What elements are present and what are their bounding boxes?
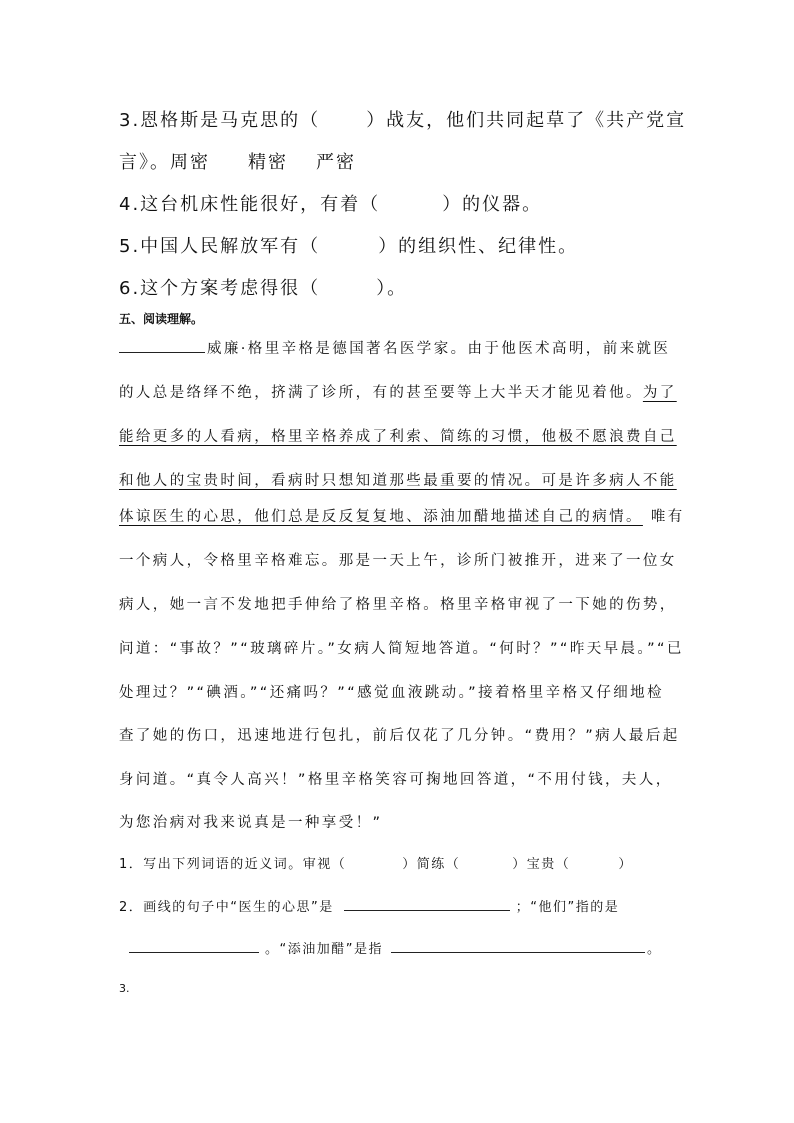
passage-line-12: 为您治病对我来说真是一种享受！” bbox=[119, 815, 383, 831]
question-text: ；“他们”指的是 bbox=[515, 900, 620, 915]
reading-question-3: 3. bbox=[119, 982, 130, 995]
passage-line-9: 处理过？”“碘酒。”“还痛吗？”“感觉血液跳动。”接着格里辛格又仔细地检 bbox=[119, 685, 664, 701]
question-3-line-1 bbox=[119, 106, 686, 132]
answer-blank[interactable] bbox=[129, 951, 259, 953]
question-text: ） bbox=[618, 857, 633, 872]
underlined-sentence: 能给更多的人看病，格里辛格养成了利索、简练的习惯，他极不愿浪费自己 bbox=[119, 429, 677, 445]
question-3-text: 3.恩格斯是马克思的（ bbox=[119, 110, 321, 131]
underlined-sentence: 体谅医生的心思，他们总是反反复复地、添油加醋地描述自己的病情。 bbox=[119, 509, 643, 525]
question-text: ）宝贵（ bbox=[512, 857, 571, 872]
passage-text: 的人总是络绎不绝，挤满了诊所，有的甚至要等上大半天才能见着他。 bbox=[119, 385, 643, 401]
reading-question-2 bbox=[119, 896, 619, 915]
word-choice-text: 言》。周密 bbox=[119, 152, 210, 173]
question-text: 1．写出下列词语的近义词。审视（ bbox=[119, 857, 347, 872]
word-choice-yanmi: 严密 bbox=[316, 152, 356, 173]
passage-text: 威廉·格里辛格是德国著名医学家。由于他医术高明，前来就医 bbox=[207, 341, 671, 357]
title-blank[interactable] bbox=[119, 351, 205, 353]
passage-line-7: 病人，她一言不发地把手伸给了格里辛格。格里辛格审视了一下她的伤势， bbox=[119, 597, 677, 613]
question-6 bbox=[119, 274, 407, 300]
reading-question-1 bbox=[119, 853, 633, 872]
question-text: 。“添油加醋”是指 bbox=[265, 942, 383, 957]
answer-blank[interactable] bbox=[344, 909, 510, 911]
question-4 bbox=[119, 190, 542, 216]
question-6-text: 6.这个方案考虑得很（ bbox=[119, 278, 321, 299]
question-4-text-cont: ）的仪器。 bbox=[442, 194, 543, 215]
passage-line-1 bbox=[119, 337, 670, 358]
question-5 bbox=[119, 232, 578, 258]
word-choice-jingmi: 精密 bbox=[248, 152, 288, 173]
question-3-line-2 bbox=[119, 148, 356, 174]
passage-line-10: 查了她的伤口，迅速地进行包扎，前后仅花了几分钟。“费用？”病人最后起 bbox=[119, 728, 680, 744]
question-3-text-cont: ）战友，他们共同起草了《共产党宣 bbox=[366, 110, 687, 131]
question-5-text-cont: ）的组织性、纪律性。 bbox=[378, 236, 579, 257]
section-heading: 五、阅读理解。 bbox=[119, 312, 204, 326]
question-text: 2．画线的句子中“医生的心思”是 bbox=[119, 900, 334, 915]
question-text: ）简练（ bbox=[402, 857, 461, 872]
passage-line-11: 身问道。“真令人高兴！”格里辛格笑容可掬地回答道，“不用付钱，夫人， bbox=[119, 772, 673, 788]
underlined-sentence: 和他人的宝贵时间，看病时只想知道那些最重要的情况。可是许多病人不能 bbox=[119, 473, 677, 489]
reading-question-2-cont bbox=[129, 938, 662, 957]
question-text: 。 bbox=[646, 942, 662, 957]
question-5-text: 5.中国人民解放军有（ bbox=[119, 236, 321, 257]
passage-line-2 bbox=[119, 381, 677, 402]
question-4-text: 4.这台机床性能很好，有着（ bbox=[119, 194, 381, 215]
underlined-sentence: 为了 bbox=[642, 385, 677, 401]
answer-blank[interactable] bbox=[391, 951, 645, 953]
passage-text: 唯有 bbox=[650, 509, 685, 525]
passage-line-5 bbox=[119, 505, 685, 526]
question-6-text-cont: ）。 bbox=[376, 278, 408, 299]
passage-line-8: 问道：“事故？”“玻璃碎片。”女病人简短地答道。“何时？”“昨天早晨。”“已 bbox=[119, 641, 684, 657]
passage-line-6: 一个病人，令格里辛格难忘。那是一天上午，诊所门被推开，进来了一位女 bbox=[119, 553, 677, 569]
